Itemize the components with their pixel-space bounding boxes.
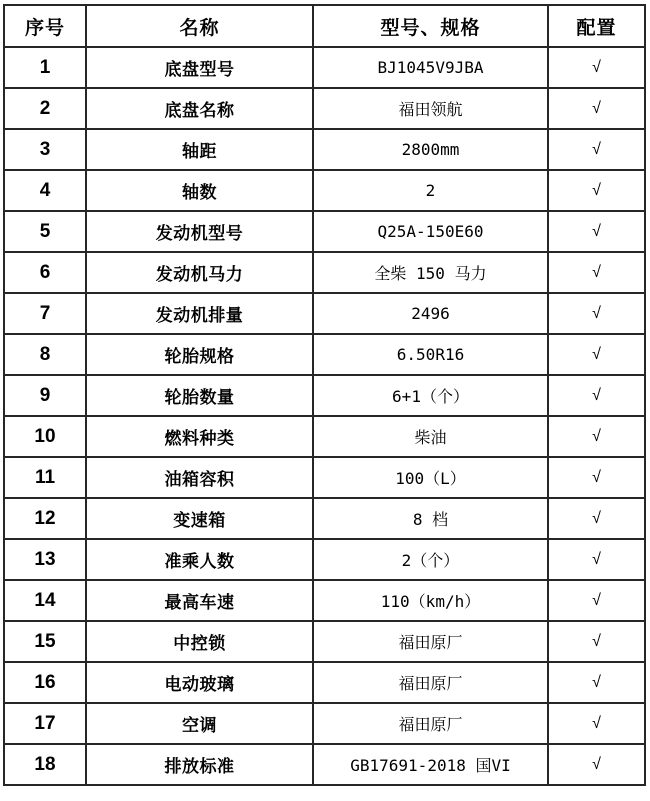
row-item-name: 发动机马力: [86, 252, 313, 293]
header-row: [4, 5, 645, 47]
row-check-mark: √: [548, 88, 645, 129]
row-item-name: 变速箱: [86, 498, 313, 539]
row-serial-number: 17: [4, 703, 86, 744]
row-check-mark: √: [548, 416, 645, 457]
row-check-mark: √: [548, 375, 645, 416]
row-item-spec: GB17691-2018 国VI: [313, 744, 548, 785]
table-row: [4, 539, 645, 580]
row-check-mark: √: [548, 211, 645, 252]
row-item-name: 轴距: [86, 129, 313, 170]
row-item-spec: 福田领航: [313, 88, 548, 129]
header-model-spec: 型号、规格: [313, 5, 548, 47]
row-serial-number: 13: [4, 539, 86, 580]
row-item-spec: 福田原厂: [313, 621, 548, 662]
row-item-spec: 8 档: [313, 498, 548, 539]
row-serial-number: 10: [4, 416, 86, 457]
row-serial-number: 3: [4, 129, 86, 170]
row-item-name: 排放标准: [86, 744, 313, 785]
row-serial-number: 1: [4, 47, 86, 88]
table-row: [4, 498, 645, 539]
row-check-mark: √: [548, 744, 645, 785]
row-item-name: 油箱容积: [86, 457, 313, 498]
table-body: [4, 47, 645, 785]
table-row: [4, 88, 645, 129]
row-check-mark: √: [548, 662, 645, 703]
table-row: [4, 621, 645, 662]
table-row: [4, 129, 645, 170]
row-item-name: 发动机排量: [86, 293, 313, 334]
row-serial-number: 12: [4, 498, 86, 539]
row-check-mark: √: [548, 129, 645, 170]
table-row: [4, 703, 645, 744]
header-serial-number: 序号: [4, 5, 86, 47]
row-check-mark: √: [548, 47, 645, 88]
row-item-spec: 全柴 150 马力: [313, 252, 548, 293]
row-item-spec: BJ1045V9JBA: [313, 47, 548, 88]
row-serial-number: 9: [4, 375, 86, 416]
header-item-name: 名称: [86, 5, 313, 47]
row-item-name: 发动机型号: [86, 211, 313, 252]
row-serial-number: 11: [4, 457, 86, 498]
row-item-name: 轴数: [86, 170, 313, 211]
row-item-name: 轮胎规格: [86, 334, 313, 375]
row-serial-number: 4: [4, 170, 86, 211]
table-row: [4, 457, 645, 498]
row-item-name: 轮胎数量: [86, 375, 313, 416]
row-check-mark: √: [548, 621, 645, 662]
row-item-name: 最高车速: [86, 580, 313, 621]
vehicle-spec-table: [3, 4, 646, 786]
row-check-mark: √: [548, 539, 645, 580]
row-serial-number: 6: [4, 252, 86, 293]
row-item-spec: 2800mm: [313, 129, 548, 170]
row-check-mark: √: [548, 580, 645, 621]
row-item-name: 底盘型号: [86, 47, 313, 88]
table-row: [4, 662, 645, 703]
row-check-mark: √: [548, 293, 645, 334]
row-item-spec: 福田原厂: [313, 662, 548, 703]
table-row: [4, 211, 645, 252]
row-check-mark: √: [548, 334, 645, 375]
table-row: [4, 375, 645, 416]
row-check-mark: √: [548, 457, 645, 498]
row-serial-number: 16: [4, 662, 86, 703]
row-serial-number: 8: [4, 334, 86, 375]
table-row: [4, 580, 645, 621]
row-item-spec: 6+1（个）: [313, 375, 548, 416]
row-item-spec: 柴油: [313, 416, 548, 457]
row-serial-number: 15: [4, 621, 86, 662]
table-row: [4, 744, 645, 785]
table-row: [4, 293, 645, 334]
row-item-name: 准乘人数: [86, 539, 313, 580]
table-row: [4, 47, 645, 88]
row-item-name: 底盘名称: [86, 88, 313, 129]
row-serial-number: 7: [4, 293, 86, 334]
row-check-mark: √: [548, 498, 645, 539]
header-configuration: 配置: [548, 5, 645, 47]
table-row: [4, 416, 645, 457]
row-item-spec: 110（km/h）: [313, 580, 548, 621]
row-item-name: 燃料种类: [86, 416, 313, 457]
row-item-name: 空调: [86, 703, 313, 744]
table-row: [4, 252, 645, 293]
row-item-spec: 6.50R16: [313, 334, 548, 375]
row-item-spec: Q25A-150E60: [313, 211, 548, 252]
row-item-name: 电动玻璃: [86, 662, 313, 703]
row-check-mark: √: [548, 703, 645, 744]
row-check-mark: √: [548, 170, 645, 211]
row-check-mark: √: [548, 252, 645, 293]
row-item-spec: 100（L）: [313, 457, 548, 498]
row-serial-number: 14: [4, 580, 86, 621]
table-row: [4, 334, 645, 375]
row-serial-number: 2: [4, 88, 86, 129]
row-item-spec: 福田原厂: [313, 703, 548, 744]
row-item-spec: 2: [313, 170, 548, 211]
row-item-spec: 2（个）: [313, 539, 548, 580]
row-item-spec: 2496: [313, 293, 548, 334]
table-row: [4, 170, 645, 211]
row-item-name: 中控锁: [86, 621, 313, 662]
row-serial-number: 18: [4, 744, 86, 785]
row-serial-number: 5: [4, 211, 86, 252]
